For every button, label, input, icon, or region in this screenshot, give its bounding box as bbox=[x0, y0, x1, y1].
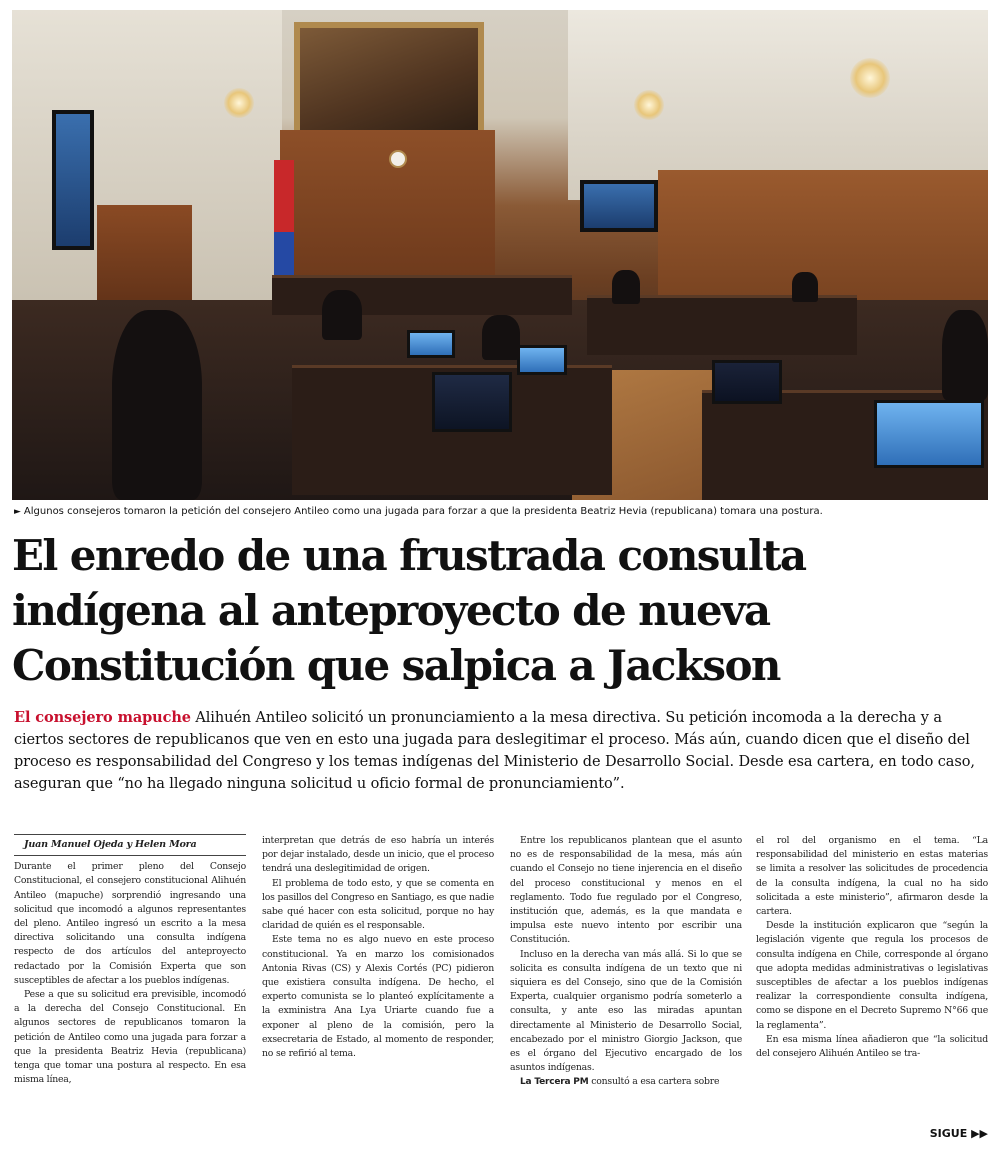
body-paragraph: interpretan que detrás de eso habría un interés por dejar instalado, desde un inicio, que el proceso tendrá una deslegitimidad de origen. bbox=[262, 835, 494, 875]
body-paragraph: Este tema no es algo nuevo en este proceso constitucional. Ya en marzo los comisionados Antonia Rivas (CS) y Alexis Cortés (PC) pidieron que existiera consulta indígena. De hecho, el experto comunista se lo planteó explícitamente a la exministra Ana Lya Uriarte cuando fue a exponer al pleno de la comisión, pero la exsecretaria de Estado, al momento de responder, no se refirió al tema. bbox=[262, 934, 494, 1060]
deck-kicker: El consejero mapuche bbox=[14, 709, 191, 726]
body-paragraph: Incluso en la derecha van más allá. Si lo que se solicita es consulta indígena de un texto que ni siquiera es del Consejo, sino que de la Comisión Experta, cualquier organismo podría someterlo a consulta, y ante eso las miradas apuntan directamente al Ministerio de Desarrollo Social, encabezado por el ministro Giorgio Jackson, que es el órgano del Ejecutivo encargado de los asuntos indígenas. bbox=[510, 948, 742, 1074]
body-paragraph: el rol del organismo en el tema. “La responsabilidad del ministerio en estas materias se limita a resolver las solicitudes de procedencia de la consulta indígena, la cual no ha sido solicitada a este ministerio”, afirmaron desde la cartera. bbox=[756, 835, 988, 918]
monitor-screen bbox=[52, 110, 94, 250]
caption-text: Algunos consejeros tomaron la petición del consejero Antileo como una jugada para forzar a que la presidenta Beatriz Hevia (republicana) tomara una postura. bbox=[23, 506, 823, 517]
body-column-1 bbox=[14, 834, 246, 1087]
body-paragraph: Entre los republicanos plantean que el asunto no es de responsabilidad de la mesa, más aún cuando el Consejo no tiene injerencia en el diseño del proceso constitucional y menos en el reglamento. Todo fue regulado por el Congreso, institución que, además, es la que mandata e impulsa este nuevo intento por escribir una Constitución. bbox=[510, 835, 742, 946]
body-paragraph: Desde la institución explicaron que “según la legislación vigente que regula los procesos de consulta indígena en Chile, corresponde al órgano que adopta medidas administrativas o legislativas susceptibles de afectar a los pueblos indígenas realizar la correspondiente consulta indígena, como se dispone en el Decreto Supremo N°66 que la reglamenta”. bbox=[756, 920, 988, 1031]
body-paragraph bbox=[510, 1075, 742, 1089]
headline-line: Constitución que salpica a Jackson bbox=[12, 641, 780, 690]
photo-caption bbox=[14, 506, 990, 517]
body-paragraph: Durante el primer pleno del Consejo Constitucional, el consejero constitucional Alihuén Antileo (mapuche) sorprendió ingresando una solicitud que incomodó a algunos representantes del pleno. Antileo ingresó un escrito a la mesa directiva solicitando una consulta indígena respecto de dos artículos del anteproyecto redactado por la Comisión Experta que son susceptibles de afectar a los pueblos indígenas. bbox=[14, 861, 246, 986]
article-deck bbox=[14, 707, 990, 795]
body-text: consultó a esa cartera sobre bbox=[588, 1076, 720, 1088]
body-column-4 bbox=[756, 834, 988, 1061]
continue-marker: SIGUE ▶▶ bbox=[929, 1127, 988, 1140]
headline-line: El enredo de una frustrada consulta bbox=[12, 531, 806, 580]
publication-name: La Tercera PM bbox=[520, 1077, 589, 1088]
headline-line: indígena al anteproyecto de nueva bbox=[12, 586, 770, 635]
article-photo bbox=[12, 10, 988, 500]
wall-painting bbox=[294, 22, 484, 137]
caption-marker-icon: ► bbox=[14, 507, 21, 517]
body-column-2 bbox=[262, 834, 494, 1061]
deck-text: Alihuén Antileo solicitó un pronunciamiento a la mesa directiva. Su petición incomoda a la derecha y a ciertos sectores de republicanos que ven en esto una jugada para deslegitimar el proceso. Más aún, cuando dicen que el diseño del proceso es responsabilidad del Congreso y los temas indígenas del Ministerio de Desarrollo Social. Desde esa cartera, en todo caso, aseguran que “no ha llegado ninguna solicitud u oficio formal de pronunciamiento”. bbox=[14, 710, 975, 792]
byline: Juan Manuel Ojeda y Helen Mora bbox=[14, 834, 246, 856]
body-column-3 bbox=[510, 834, 742, 1090]
headline bbox=[12, 528, 988, 693]
body-paragraph: El problema de todo esto, y que se comenta en los pasillos del Congreso en Santiago, es que nadie sabe qué hacer con esta solicitud, porque no hay claridad de quién es el responsable. bbox=[262, 877, 494, 932]
body-paragraph: En esa misma línea añadieron que “la solicitud del consejero Alihuén Antileo se tra- bbox=[756, 1033, 988, 1060]
monitor-screen bbox=[580, 180, 658, 232]
body-paragraph: Pese a que su solicitud era previsible, incomodó a la derecha del Consejo Constitucional. En algunos sectores de republicanos tomaron la petición de Antileo como una jugada para forzar a que la presidenta Beatriz Hevia (republicana) tenga que tomar una postura al respecto. En esa misma línea, bbox=[14, 989, 246, 1086]
chile-flag bbox=[274, 160, 294, 280]
wall-clock bbox=[389, 150, 407, 168]
